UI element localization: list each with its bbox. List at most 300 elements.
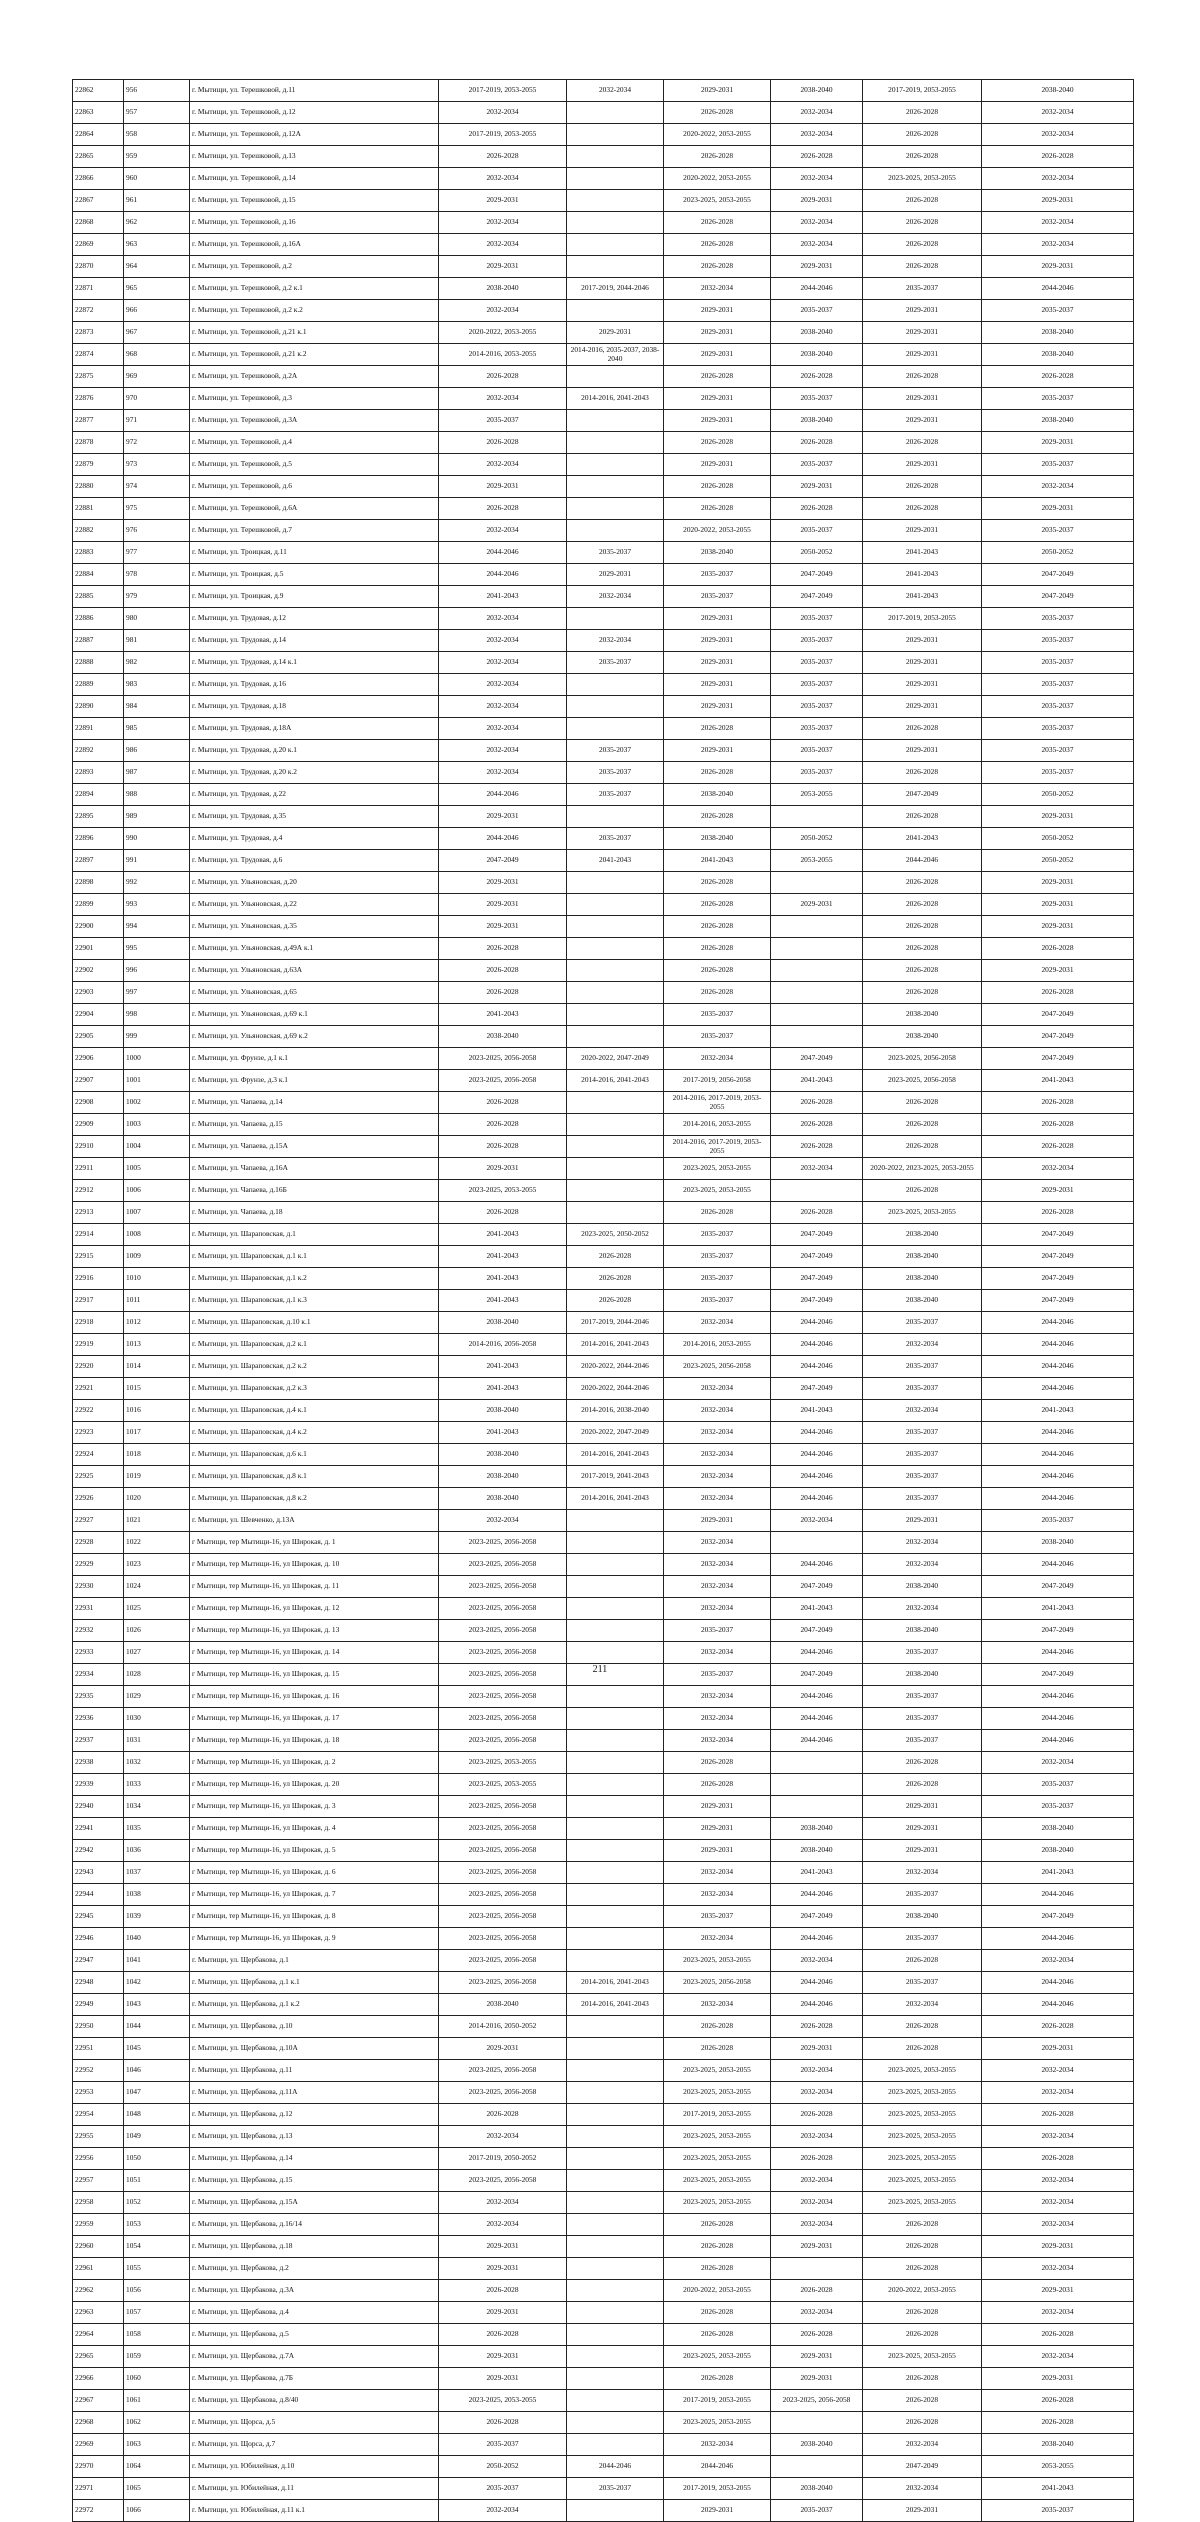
table-cell: 22892 bbox=[73, 740, 124, 762]
table-cell: г. Мытищи, ул. Юбилейная, д.10 bbox=[190, 2456, 439, 2478]
table-cell: 2035-2037 bbox=[863, 1488, 982, 1510]
table-cell: 2026-2028 bbox=[863, 2258, 982, 2280]
table-cell: 22972 bbox=[73, 2500, 124, 2522]
table-cell: 22886 bbox=[73, 608, 124, 630]
table-cell: 970 bbox=[124, 388, 190, 410]
table-cell: 2035-2037 bbox=[664, 1268, 771, 1290]
table-cell bbox=[567, 432, 664, 454]
table-cell: 2032-2034 bbox=[982, 2346, 1134, 2368]
table-cell: 2029-2031 bbox=[863, 410, 982, 432]
table-cell: 2026-2028 bbox=[664, 1752, 771, 1774]
table-cell: г. Мытищи, ул. Трудовая, д.35 bbox=[190, 806, 439, 828]
table-cell: 2023-2025, 2053-2055 bbox=[863, 2192, 982, 2214]
table-cell: 2032-2034 bbox=[439, 608, 567, 630]
table-row bbox=[73, 476, 1134, 498]
table-cell: 956 bbox=[124, 80, 190, 102]
table-cell: 22911 bbox=[73, 1158, 124, 1180]
table-cell: 2026-2028 bbox=[863, 806, 982, 828]
table-cell: 2026-2028 bbox=[982, 146, 1134, 168]
table-row bbox=[73, 630, 1134, 652]
table-cell bbox=[567, 1774, 664, 1796]
table-cell: 2026-2028 bbox=[982, 2104, 1134, 2126]
table-cell: 2026-2028 bbox=[664, 982, 771, 1004]
table-cell: г. Мытищи, ул. Щербакова, д.1 bbox=[190, 1950, 439, 1972]
table-cell: 2050-2052 bbox=[982, 542, 1134, 564]
table-cell: 2035-2037 bbox=[982, 2500, 1134, 2522]
table-cell: 2014-2016, 2053-2055 bbox=[664, 1334, 771, 1356]
table-cell: 2038-2040 bbox=[771, 1840, 863, 1862]
table-cell: 2023-2025, 2056-2058 bbox=[439, 2060, 567, 2082]
table-cell: 2035-2037 bbox=[664, 1906, 771, 1928]
table-cell: г Мытищи, тер Мытищи-16, ул Широкая, д. 5 bbox=[190, 1840, 439, 1862]
table-cell: г Мытищи, тер Мытищи-16, ул Широкая, д. 20 bbox=[190, 1774, 439, 1796]
table-cell: 2029-2031 bbox=[439, 1158, 567, 1180]
table-cell: 2026-2028 bbox=[439, 432, 567, 454]
table-cell: 1017 bbox=[124, 1422, 190, 1444]
table-cell: 2035-2037 bbox=[439, 2478, 567, 2500]
table-cell: 2026-2028 bbox=[863, 1774, 982, 1796]
table-cell: 2032-2034 bbox=[439, 212, 567, 234]
table-cell: 2041-2043 bbox=[863, 586, 982, 608]
table-cell: 2035-2037 bbox=[771, 762, 863, 784]
table-row bbox=[73, 916, 1134, 938]
table-cell: 1012 bbox=[124, 1312, 190, 1334]
table-cell: 22867 bbox=[73, 190, 124, 212]
table-cell: г. Мытищи, ул. Терешковой, д.14 bbox=[190, 168, 439, 190]
table-cell: 2044-2046 bbox=[982, 1686, 1134, 1708]
table-cell: 1062 bbox=[124, 2412, 190, 2434]
table-cell bbox=[567, 894, 664, 916]
table-cell bbox=[567, 1114, 664, 1136]
table-cell: 2014-2016, 2041-2043 bbox=[567, 1994, 664, 2016]
table-cell bbox=[567, 2038, 664, 2060]
table-cell: г Мытищи, тер Мытищи-16, ул Широкая, д. 9 bbox=[190, 1928, 439, 1950]
table-cell: 2047-2049 bbox=[771, 1268, 863, 1290]
table-cell: г. Мытищи, ул. Трудовая, д.16 bbox=[190, 674, 439, 696]
table-cell: 2038-2040 bbox=[439, 1026, 567, 1048]
table-cell: 2026-2028 bbox=[863, 1136, 982, 1158]
table-cell: 2032-2034 bbox=[982, 102, 1134, 124]
table-cell: 22880 bbox=[73, 476, 124, 498]
table-cell: 2038-2040 bbox=[439, 1444, 567, 1466]
table-cell: г. Мытищи, ул. Щербакова, д.16/14 bbox=[190, 2214, 439, 2236]
table-cell: 2032-2034 bbox=[439, 674, 567, 696]
table-row bbox=[73, 498, 1134, 520]
table-cell bbox=[567, 806, 664, 828]
table-cell: 2035-2037 bbox=[863, 1642, 982, 1664]
table-cell: 2035-2037 bbox=[567, 740, 664, 762]
table-cell: 2044-2046 bbox=[771, 1708, 863, 1730]
table-cell: 2053-2055 bbox=[982, 2456, 1134, 2478]
table-cell: 2023-2025, 2056-2058 bbox=[439, 1884, 567, 1906]
table-cell: 2026-2028 bbox=[771, 366, 863, 388]
table-cell: 2026-2028 bbox=[439, 1136, 567, 1158]
table-cell: г. Мытищи, ул. Щербакова, д.18 bbox=[190, 2236, 439, 2258]
table-cell: 2026-2028 bbox=[664, 2214, 771, 2236]
table-cell: 2020-2022, 2053-2055 bbox=[863, 2280, 982, 2302]
table-cell: 2038-2040 bbox=[863, 1664, 982, 1686]
table-row bbox=[73, 300, 1134, 322]
table-cell: 2032-2034 bbox=[439, 718, 567, 740]
table-cell: 2026-2028 bbox=[567, 1290, 664, 1312]
table-cell: 2020-2022, 2053-2055 bbox=[664, 124, 771, 146]
table-row bbox=[73, 520, 1134, 542]
table-cell bbox=[567, 2192, 664, 2214]
table-cell: 2020-2022, 2053-2055 bbox=[439, 322, 567, 344]
table-cell: 22900 bbox=[73, 916, 124, 938]
table-row bbox=[73, 564, 1134, 586]
table-cell: г. Мытищи, ул. Щербакова, д.7А bbox=[190, 2346, 439, 2368]
table-cell: 2035-2037 bbox=[771, 608, 863, 630]
table-cell: 960 bbox=[124, 168, 190, 190]
table-cell: 2032-2034 bbox=[982, 2170, 1134, 2192]
table-cell: 1054 bbox=[124, 2236, 190, 2258]
table-cell: 1038 bbox=[124, 1884, 190, 1906]
table-cell: 2023-2025, 2056-2058 bbox=[439, 1862, 567, 1884]
table-cell: 2047-2049 bbox=[982, 1026, 1134, 1048]
table-cell: 2029-2031 bbox=[982, 190, 1134, 212]
table-cell bbox=[567, 1928, 664, 1950]
table-cell: 2038-2040 bbox=[863, 1224, 982, 1246]
table-cell: 22932 bbox=[73, 1620, 124, 1642]
table-row bbox=[73, 124, 1134, 146]
table-cell: г. Мытищи, ул. Трудовая, д.18 bbox=[190, 696, 439, 718]
table-cell: 22878 bbox=[73, 432, 124, 454]
table-cell: 2029-2031 bbox=[664, 300, 771, 322]
table-cell: 2035-2037 bbox=[664, 586, 771, 608]
table-cell: 2035-2037 bbox=[982, 388, 1134, 410]
table-cell: 2032-2034 bbox=[567, 586, 664, 608]
table-cell: 2029-2031 bbox=[982, 916, 1134, 938]
table-cell: 961 bbox=[124, 190, 190, 212]
table-cell bbox=[567, 2280, 664, 2302]
table-cell: 22969 bbox=[73, 2434, 124, 2456]
table-cell: г. Мытищи, ул. Щербакова, д.1 к.1 bbox=[190, 1972, 439, 1994]
table-cell: 2026-2028 bbox=[771, 2324, 863, 2346]
table-cell: 2020-2022, 2053-2055 bbox=[664, 520, 771, 542]
table-cell: 2029-2031 bbox=[664, 410, 771, 432]
table-cell: 959 bbox=[124, 146, 190, 168]
table-cell: 2026-2028 bbox=[664, 806, 771, 828]
table-row bbox=[73, 1202, 1134, 1224]
table-cell: 22957 bbox=[73, 2170, 124, 2192]
table-cell bbox=[567, 520, 664, 542]
table-cell: 22875 bbox=[73, 366, 124, 388]
table-cell bbox=[567, 168, 664, 190]
table-cell: 2017-2019, 2053-2055 bbox=[664, 2478, 771, 2500]
table-cell: 975 bbox=[124, 498, 190, 520]
table-cell: 2029-2031 bbox=[771, 2346, 863, 2368]
table-cell: 2029-2031 bbox=[771, 190, 863, 212]
table-cell: 973 bbox=[124, 454, 190, 476]
table-cell bbox=[567, 1004, 664, 1026]
table-cell: 2017-2019, 2053-2055 bbox=[863, 608, 982, 630]
table-row bbox=[73, 2302, 1134, 2324]
table-cell: 2035-2037 bbox=[567, 762, 664, 784]
table-cell: г Мытищи, тер Мытищи-16, ул Широкая, д. 12 bbox=[190, 1598, 439, 1620]
table-cell: 2047-2049 bbox=[771, 1576, 863, 1598]
table-cell: 2032-2034 bbox=[771, 2082, 863, 2104]
table-cell: 2029-2031 bbox=[863, 322, 982, 344]
table-cell bbox=[567, 1136, 664, 1158]
table-cell: 2038-2040 bbox=[664, 784, 771, 806]
table-cell: 2026-2028 bbox=[771, 1114, 863, 1136]
table-cell: 2029-2031 bbox=[863, 696, 982, 718]
table-cell: 1022 bbox=[124, 1532, 190, 1554]
table-cell: 22912 bbox=[73, 1180, 124, 1202]
table-cell: 2026-2028 bbox=[771, 2280, 863, 2302]
table-row bbox=[73, 1906, 1134, 1928]
table-cell: г. Мытищи, ул. Трудовая, д.22 bbox=[190, 784, 439, 806]
table-cell: 2026-2028 bbox=[771, 2104, 863, 2126]
table-cell: 22877 bbox=[73, 410, 124, 432]
table-cell: 22919 bbox=[73, 1334, 124, 1356]
table-cell: 2029-2031 bbox=[664, 454, 771, 476]
table-cell: 2032-2034 bbox=[439, 652, 567, 674]
table-cell: г. Мытищи, ул. Юбилейная, д.11 к.1 bbox=[190, 2500, 439, 2522]
table-cell: г. Мытищи, ул. Щербакова, д.13 bbox=[190, 2126, 439, 2148]
table-cell bbox=[567, 938, 664, 960]
table-cell: 2032-2034 bbox=[771, 1510, 863, 1532]
table-cell: 2029-2031 bbox=[771, 2236, 863, 2258]
table-cell: 22905 bbox=[73, 1026, 124, 1048]
table-cell: 2026-2028 bbox=[863, 190, 982, 212]
table-cell: 2026-2028 bbox=[771, 432, 863, 454]
table-cell: 2026-2028 bbox=[664, 2258, 771, 2280]
table-cell: 1037 bbox=[124, 1862, 190, 1884]
table-cell: 2044-2046 bbox=[439, 542, 567, 564]
table-cell: 22940 bbox=[73, 1796, 124, 1818]
table-cell: 2047-2049 bbox=[982, 1906, 1134, 1928]
table-row bbox=[73, 454, 1134, 476]
table-cell: 2035-2037 bbox=[771, 300, 863, 322]
table-cell: 2035-2037 bbox=[863, 1312, 982, 1334]
table-cell: 2023-2025, 2053-2055 bbox=[863, 2082, 982, 2104]
table-cell: 2029-2031 bbox=[863, 740, 982, 762]
table-cell: 2044-2046 bbox=[982, 1334, 1134, 1356]
table-cell: 2029-2031 bbox=[863, 1818, 982, 1840]
table-row bbox=[73, 212, 1134, 234]
table-cell: 2029-2031 bbox=[664, 80, 771, 102]
table-cell: 2023-2025, 2053-2055 bbox=[664, 2170, 771, 2192]
table-cell: 2035-2037 bbox=[664, 1620, 771, 1642]
table-cell: г. Мытищи, ул. Ульяновская, д.49А к.1 bbox=[190, 938, 439, 960]
table-cell: 2035-2037 bbox=[982, 454, 1134, 476]
table-cell: 2026-2028 bbox=[664, 234, 771, 256]
table-cell: 2023-2025, 2053-2055 bbox=[863, 2170, 982, 2192]
table-cell: 2041-2043 bbox=[771, 1400, 863, 1422]
table-row bbox=[73, 1488, 1134, 1510]
table-cell: 2020-2022, 2047-2049 bbox=[567, 1422, 664, 1444]
table-cell: 987 bbox=[124, 762, 190, 784]
table-cell: 2032-2034 bbox=[439, 300, 567, 322]
table-cell: 2032-2034 bbox=[439, 740, 567, 762]
table-row bbox=[73, 784, 1134, 806]
table-cell bbox=[567, 2302, 664, 2324]
table-cell: г. Мытищи, ул. Шараповская, д.2 к.3 bbox=[190, 1378, 439, 1400]
table-cell: 1051 bbox=[124, 2170, 190, 2192]
table-cell: 22865 bbox=[73, 146, 124, 168]
table-cell: 2047-2049 bbox=[982, 1576, 1134, 1598]
table-cell: 22863 bbox=[73, 102, 124, 124]
table-cell: 2026-2028 bbox=[863, 212, 982, 234]
table-cell bbox=[567, 2214, 664, 2236]
table-cell: г. Мытищи, ул. Трудовая, д.20 к.2 bbox=[190, 762, 439, 784]
table-cell: 2029-2031 bbox=[664, 696, 771, 718]
table-row bbox=[73, 1290, 1134, 1312]
table-cell: 2041-2043 bbox=[439, 1268, 567, 1290]
table-cell: г. Мытищи, ул. Шараповская, д.8 к.2 bbox=[190, 1488, 439, 1510]
table-cell: 2014-2016, 2035-2037, 2038-2040 bbox=[567, 344, 664, 366]
table-cell: 2023-2025, 2056-2058 bbox=[439, 1642, 567, 1664]
page-number: 211 bbox=[592, 1664, 608, 1675]
table-cell: 980 bbox=[124, 608, 190, 630]
table-cell bbox=[567, 1202, 664, 1224]
table-cell: 2038-2040 bbox=[982, 1840, 1134, 1862]
table-cell: 22964 bbox=[73, 2324, 124, 2346]
table-cell: 2044-2046 bbox=[664, 2456, 771, 2478]
table-cell: 2032-2034 bbox=[664, 1862, 771, 1884]
table-row bbox=[73, 1224, 1134, 1246]
table-cell: 985 bbox=[124, 718, 190, 740]
table-cell: 2044-2046 bbox=[771, 1928, 863, 1950]
repair-schedule-table bbox=[72, 79, 1134, 2522]
table-cell: 2032-2034 bbox=[863, 1994, 982, 2016]
table-cell: 22891 bbox=[73, 718, 124, 740]
table-cell: 22879 bbox=[73, 454, 124, 476]
table-cell: 2029-2031 bbox=[863, 2500, 982, 2522]
table-cell: 2023-2025, 2056-2058 bbox=[439, 2082, 567, 2104]
table-cell: 2044-2046 bbox=[982, 1312, 1134, 1334]
table-cell: 2023-2025, 2053-2055 bbox=[863, 2148, 982, 2170]
table-cell: 2029-2031 bbox=[439, 2368, 567, 2390]
table-cell: 2047-2049 bbox=[982, 1620, 1134, 1642]
table-row bbox=[73, 1840, 1134, 1862]
table-cell: 2032-2034 bbox=[982, 2302, 1134, 2324]
table-cell: г. Мытищи, ул. Шараповская, д.8 к.1 bbox=[190, 1466, 439, 1488]
table-cell: г Мытищи, тер Мытищи-16, ул Широкая, д. 2 bbox=[190, 1752, 439, 1774]
table-cell: г. Мытищи, ул. Троицкая, д.9 bbox=[190, 586, 439, 608]
table-cell: 2023-2025, 2056-2058 bbox=[439, 1620, 567, 1642]
table-cell: 993 bbox=[124, 894, 190, 916]
table-cell: 2017-2019, 2053-2055 bbox=[439, 124, 567, 146]
table-cell: 2014-2016, 2056-2058 bbox=[439, 1334, 567, 1356]
table-cell: 972 bbox=[124, 432, 190, 454]
table-cell: 2035-2037 bbox=[863, 1378, 982, 1400]
table-cell bbox=[567, 2368, 664, 2390]
table-cell: 2041-2043 bbox=[439, 1246, 567, 1268]
table-cell: 2035-2037 bbox=[771, 630, 863, 652]
table-cell bbox=[771, 1532, 863, 1554]
table-cell bbox=[567, 1576, 664, 1598]
table-cell: 2017-2019, 2041-2043 bbox=[567, 1466, 664, 1488]
table-row bbox=[73, 2126, 1134, 2148]
table-row bbox=[73, 1576, 1134, 1598]
table-cell: 22952 bbox=[73, 2060, 124, 2082]
table-cell: 22929 bbox=[73, 1554, 124, 1576]
table-cell: 2038-2040 bbox=[982, 1818, 1134, 1840]
table-cell: 2038-2040 bbox=[863, 1026, 982, 1048]
table-cell: 2023-2025, 2056-2058 bbox=[439, 1576, 567, 1598]
table-row bbox=[73, 2236, 1134, 2258]
table-cell: 2026-2028 bbox=[664, 2302, 771, 2324]
table-cell: 2026-2028 bbox=[439, 366, 567, 388]
table-cell: 22902 bbox=[73, 960, 124, 982]
table-cell: г. Мытищи, ул. Щербакова, д.7Б bbox=[190, 2368, 439, 2390]
table-cell: 2035-2037 bbox=[771, 388, 863, 410]
table-cell: 2032-2034 bbox=[982, 168, 1134, 190]
table-cell: 2032-2034 bbox=[664, 1378, 771, 1400]
table-cell: 2029-2031 bbox=[982, 432, 1134, 454]
table-cell: 1047 bbox=[124, 2082, 190, 2104]
table-cell: 2029-2031 bbox=[664, 1840, 771, 1862]
table-cell: 2050-2052 bbox=[982, 828, 1134, 850]
table-cell: 989 bbox=[124, 806, 190, 828]
table-cell: 2029-2031 bbox=[664, 652, 771, 674]
table-row bbox=[73, 1180, 1134, 1202]
table-cell: 1061 bbox=[124, 2390, 190, 2412]
table-cell: 2014-2016, 2041-2043 bbox=[567, 1334, 664, 1356]
table-cell: 22920 bbox=[73, 1356, 124, 1378]
table-cell: 2014-2016, 2041-2043 bbox=[567, 1972, 664, 1994]
table-cell: 2026-2028 bbox=[439, 1114, 567, 1136]
table-cell: 979 bbox=[124, 586, 190, 608]
table-cell: 22963 bbox=[73, 2302, 124, 2324]
table-cell: 2035-2037 bbox=[863, 1466, 982, 1488]
table-cell bbox=[567, 300, 664, 322]
table-cell: г. Мытищи, ул. Терешковой, д.3 bbox=[190, 388, 439, 410]
table-cell: г. Мытищи, ул. Трудовая, д.6 bbox=[190, 850, 439, 872]
table-cell: 2032-2034 bbox=[982, 2126, 1134, 2148]
table-cell: 2023-2025, 2056-2058 bbox=[439, 1950, 567, 1972]
table-cell: г. Мытищи, ул. Ульяновская, д.35 bbox=[190, 916, 439, 938]
table-cell: 1030 bbox=[124, 1708, 190, 1730]
table-cell: 2014-2016, 2041-2043 bbox=[567, 1070, 664, 1092]
table-cell: 2047-2049 bbox=[771, 1224, 863, 1246]
table-cell: 2026-2028 bbox=[439, 2412, 567, 2434]
table-cell bbox=[567, 2060, 664, 2082]
table-cell: 2023-2025, 2056-2058 bbox=[439, 1532, 567, 1554]
table-cell: г. Мытищи, ул. Ульяновская, д.63А bbox=[190, 960, 439, 982]
table-cell: 2017-2019, 2053-2055 bbox=[863, 80, 982, 102]
table-cell: 2032-2034 bbox=[982, 476, 1134, 498]
table-cell: 2023-2025, 2053-2055 bbox=[664, 1950, 771, 1972]
table-cell: 2020-2022, 2053-2055 bbox=[664, 168, 771, 190]
table-cell: 2017-2019, 2044-2046 bbox=[567, 1312, 664, 1334]
table-cell bbox=[567, 234, 664, 256]
table-cell: г. Мытищи, ул. Шараповская, д.10 к.1 bbox=[190, 1312, 439, 1334]
table-cell: 2026-2028 bbox=[982, 2148, 1134, 2170]
table-cell: 2020-2022, 2044-2046 bbox=[567, 1356, 664, 1378]
table-cell: 22913 bbox=[73, 1202, 124, 1224]
table-row bbox=[73, 2324, 1134, 2346]
table-cell: 2026-2028 bbox=[863, 1114, 982, 1136]
table-cell: 2029-2031 bbox=[863, 1510, 982, 1532]
table-cell bbox=[567, 1554, 664, 1576]
table-cell: 2029-2031 bbox=[863, 630, 982, 652]
table-cell bbox=[567, 1752, 664, 1774]
table-cell: 2023-2025, 2056-2058 bbox=[664, 1356, 771, 1378]
table-cell: 2044-2046 bbox=[771, 1488, 863, 1510]
table-cell: 22871 bbox=[73, 278, 124, 300]
table-cell: 2032-2034 bbox=[664, 1708, 771, 1730]
table-cell: 978 bbox=[124, 564, 190, 586]
table-cell: 22904 bbox=[73, 1004, 124, 1026]
table-cell: 1032 bbox=[124, 1752, 190, 1774]
table-cell: 2035-2037 bbox=[863, 1928, 982, 1950]
table-cell: 2023-2025, 2053-2055 bbox=[863, 168, 982, 190]
table-cell: 2026-2028 bbox=[863, 2390, 982, 2412]
